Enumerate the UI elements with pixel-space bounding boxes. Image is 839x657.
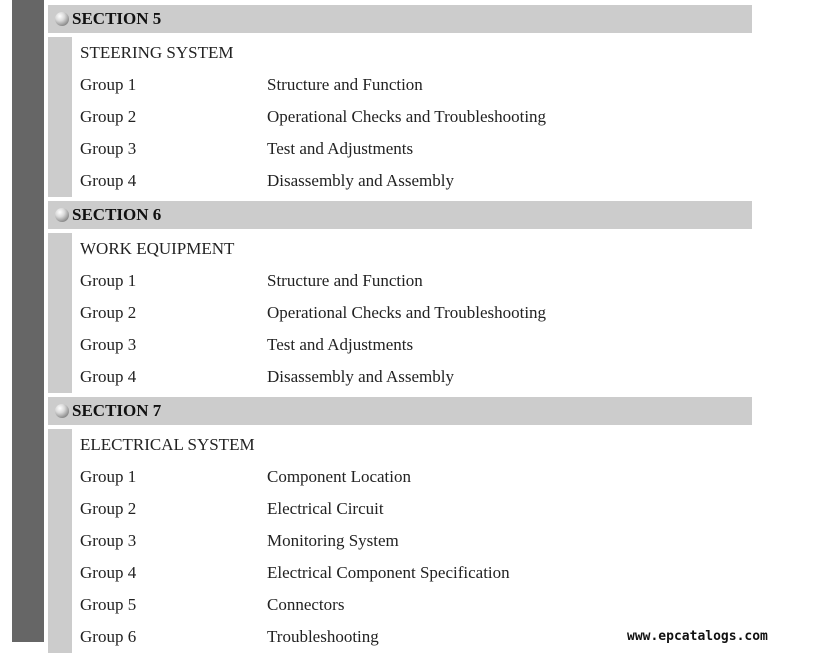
group-label: Group 4: [80, 563, 137, 582]
system-title: STEERING SYSTEM: [80, 43, 234, 62]
group-row[interactable]: [80, 589, 752, 621]
group-row[interactable]: [80, 557, 752, 589]
group-title-link[interactable]: Monitoring System: [267, 531, 399, 550]
group-label: Group 4: [80, 367, 137, 386]
manual-contents: [48, 5, 752, 657]
group-label: Group 3: [80, 139, 137, 158]
group-title-link[interactable]: Test and Adjustments: [267, 139, 414, 158]
section-7: [48, 397, 752, 653]
watermark-text: www.epcatalogs.com: [627, 629, 768, 644]
group-row[interactable]: [80, 461, 752, 493]
group-title-link[interactable]: Disassembly and Assembly: [267, 171, 454, 190]
group-label: Group 1: [80, 75, 137, 94]
group-label: Group 1: [80, 467, 137, 486]
section-header-label: SECTION 5: [72, 9, 162, 28]
section-6: [48, 201, 752, 393]
group-label: Group 3: [80, 335, 137, 354]
group-row[interactable]: [80, 493, 752, 525]
group-label: Group 3: [80, 531, 137, 550]
section-header-label: SECTION 7: [72, 401, 162, 420]
section-header[interactable]: [48, 5, 752, 33]
section-header-label: SECTION 6: [72, 205, 162, 224]
left-sidebar-bar: [12, 0, 44, 642]
group-title-link[interactable]: Structure and Function: [267, 75, 423, 94]
group-title-link[interactable]: Electrical Component Specification: [267, 563, 510, 582]
group-title-link[interactable]: Connectors: [267, 595, 345, 614]
group-row[interactable]: [80, 329, 752, 361]
group-label: Group 2: [80, 303, 137, 322]
group-label: Group 6: [80, 627, 137, 646]
group-title-link[interactable]: Test and Adjustments: [267, 335, 414, 354]
group-row[interactable]: [80, 101, 752, 133]
group-row[interactable]: [80, 265, 752, 297]
section-body: [48, 37, 752, 197]
section-body: [48, 429, 752, 653]
group-row[interactable]: [80, 133, 752, 165]
group-row[interactable]: [80, 165, 752, 197]
group-label: Group 2: [80, 499, 137, 518]
group-label: Group 1: [80, 271, 137, 290]
group-title-link[interactable]: Troubleshooting: [267, 627, 379, 646]
section-header[interactable]: [48, 201, 752, 229]
sphere-bullet-icon: [55, 12, 69, 26]
group-row[interactable]: [80, 361, 752, 393]
sphere-bullet-icon: [55, 404, 69, 418]
group-title-link[interactable]: Operational Checks and Troubleshooting: [267, 107, 547, 126]
group-row[interactable]: [80, 297, 752, 329]
system-title: ELECTRICAL SYSTEM: [80, 435, 255, 454]
group-label: Group 2: [80, 107, 137, 126]
section-header[interactable]: [48, 397, 752, 425]
group-title-link[interactable]: Disassembly and Assembly: [267, 367, 454, 386]
section-5: [48, 5, 752, 197]
group-title-link[interactable]: Structure and Function: [267, 271, 423, 290]
sphere-bullet-icon: [55, 208, 69, 222]
group-row[interactable]: [80, 69, 752, 101]
group-label: Group 4: [80, 171, 137, 190]
group-label: Group 5: [80, 595, 137, 614]
system-title: WORK EQUIPMENT: [80, 239, 235, 258]
group-title-link[interactable]: Component Location: [267, 467, 412, 486]
section-body: [48, 233, 752, 393]
group-title-link[interactable]: Electrical Circuit: [267, 499, 384, 518]
group-row[interactable]: [80, 525, 752, 557]
group-title-link[interactable]: Operational Checks and Troubleshooting: [267, 303, 547, 322]
